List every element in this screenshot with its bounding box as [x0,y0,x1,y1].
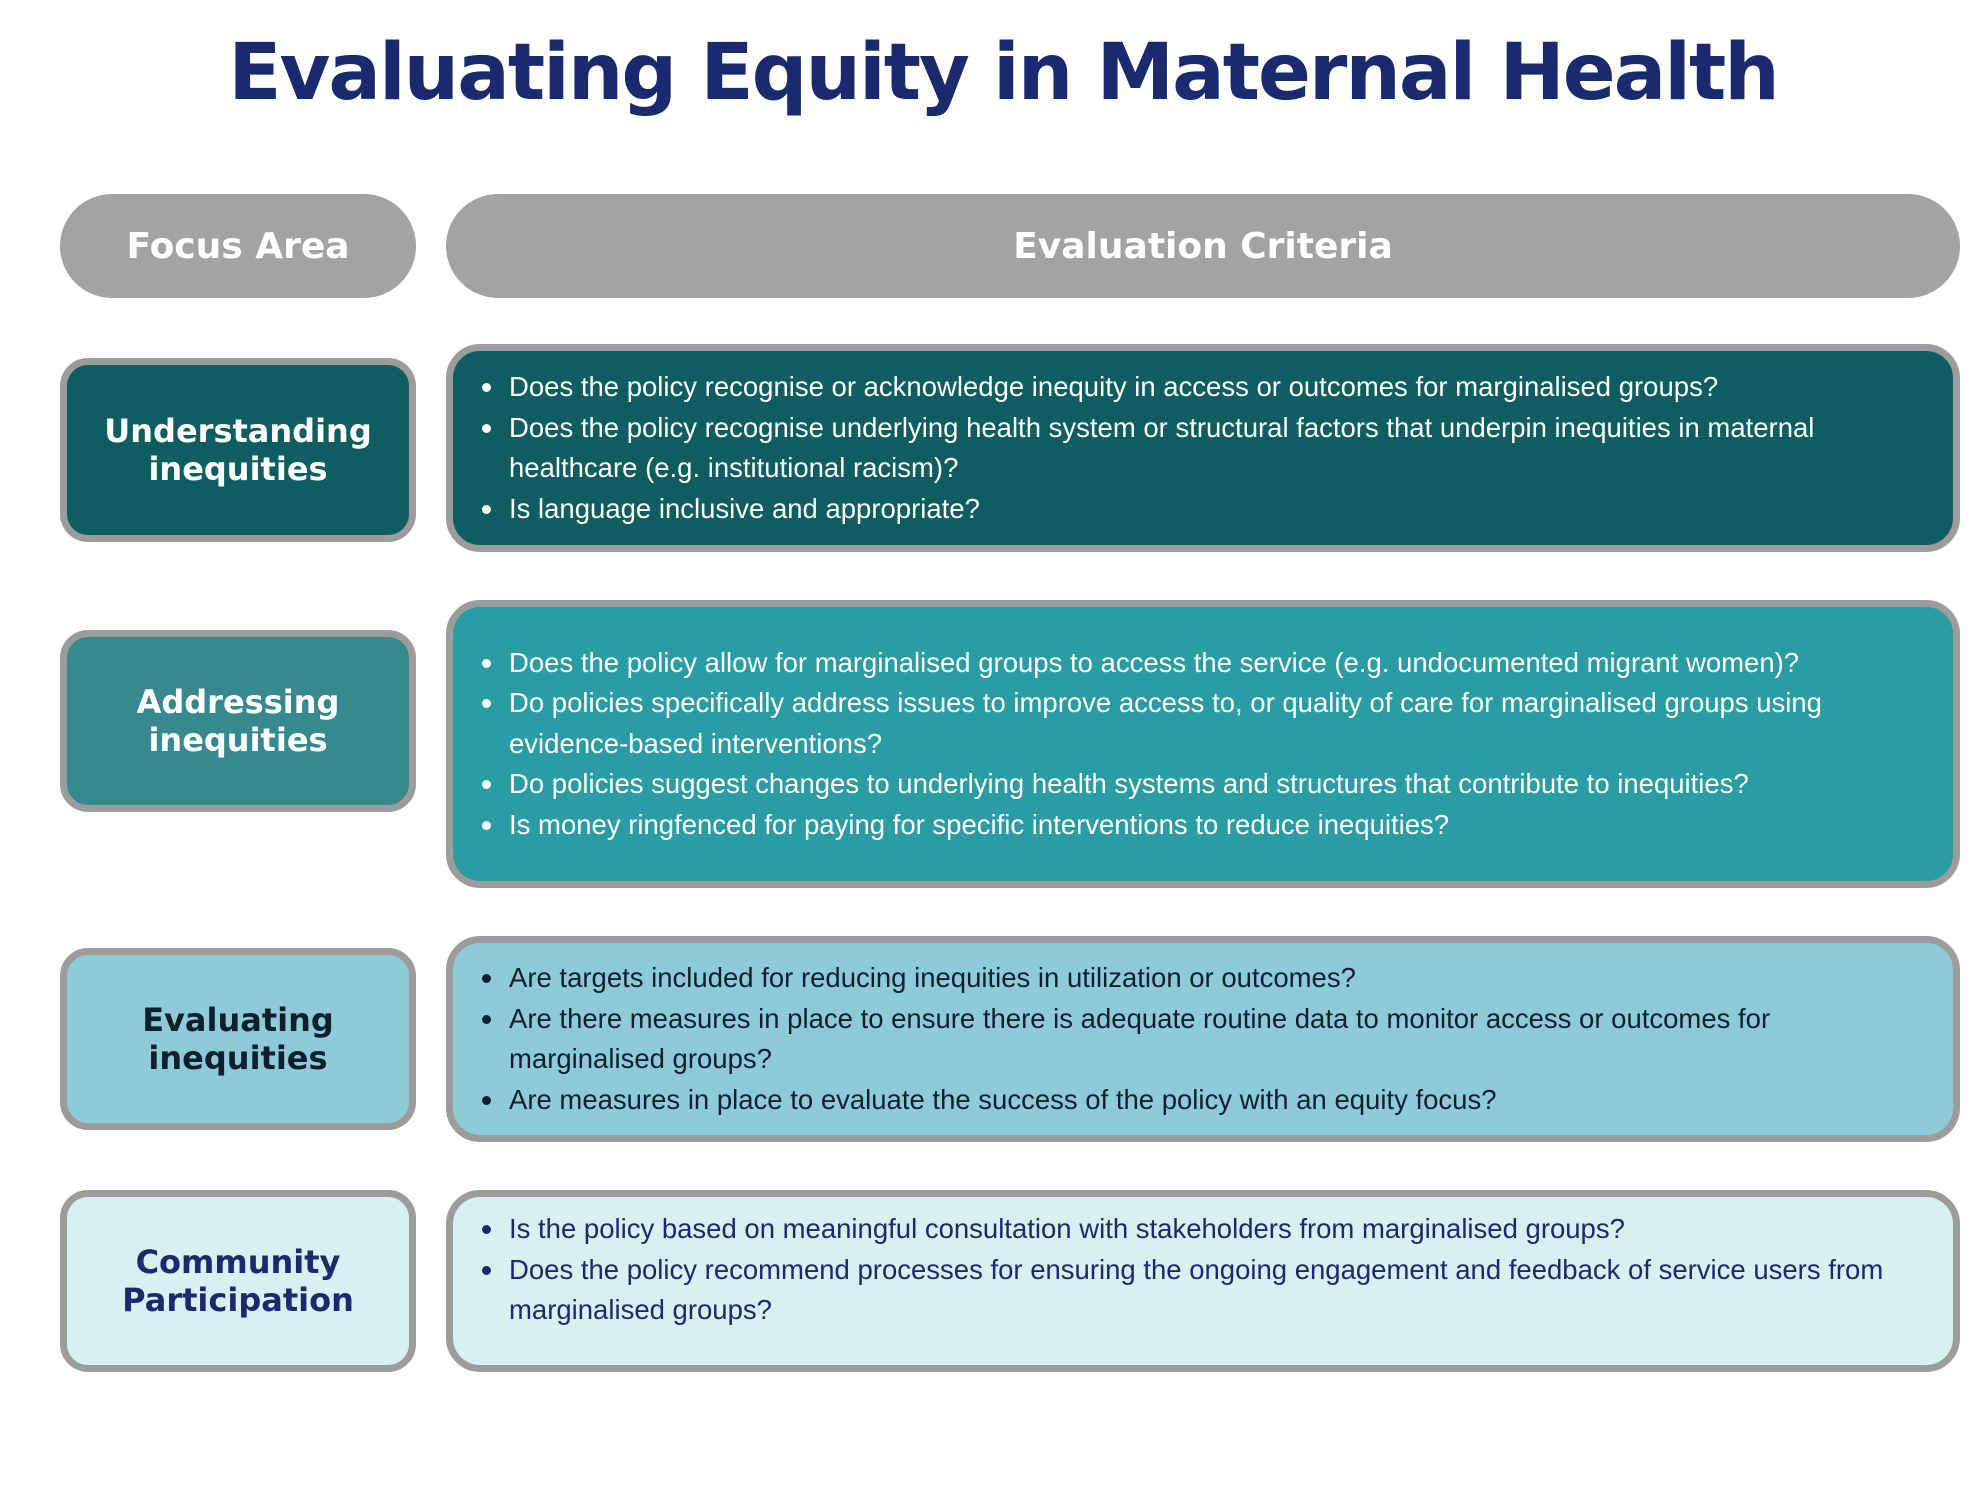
focus-area-header-label: Focus Area [126,225,350,267]
focus-area-label-line1: Understanding [104,412,372,450]
criteria-item: Are targets included for reducing inequities in utilization or outcomes? [509,958,1933,999]
criteria-item: Are measures in place to evaluate the success of the policy with an equity focus? [509,1080,1933,1121]
focus-area-label-line1: Community [135,1243,341,1281]
focus-area-header [60,194,416,298]
criteria-item: Does the policy recognise underlying health system or structural factors that underpin inequities in maternal healthcare (e.g. institutional racism)? [509,408,1933,489]
criteria-list [473,643,1933,846]
criteria-list [473,958,1933,1120]
criteria-item: Does the policy recommend processes for ensuring the ongoing engagement and feedback of service users from marginalised groups? [509,1250,1933,1331]
focus-area-label-line2: Participation [122,1281,354,1319]
criteria-item: Is language inclusive and appropriate? [509,489,1933,530]
criteria-item: Is money ringfenced for paying for specific interventions to reduce inequities? [509,805,1933,846]
criteria-item: Is the policy based on meaningful consultation with stakeholders from marginalised groups? [509,1209,1933,1250]
focus-area-label-line2: inequities [148,1039,328,1077]
criteria-list [473,367,1933,529]
criteria-item: Does the policy allow for marginalised groups to access the service (e.g. undocumented migrant women)? [509,643,1933,684]
criteria-item: Do policies specifically address issues to improve access to, or quality of care for marginalised groups using evidence-based interventions? [509,683,1933,764]
criteria-item: Do policies suggest changes to underlying health systems and structures that contribute to inequities? [509,764,1933,805]
criteria-item: Are there measures in place to ensure there is adequate routine data to monitor access or outcomes for marginalised groups? [509,999,1933,1080]
criteria-community-participation [446,1190,1960,1372]
page-title: Evaluating Equity in Maternal Health [228,28,1778,118]
evaluation-criteria-header [446,194,1960,298]
criteria-addressing-inequities [446,600,1960,888]
focus-area-label-line2: inequities [148,721,328,759]
focus-area-addressing-inequities [60,630,416,812]
focus-area-evaluating-inequities [60,948,416,1130]
focus-area-understanding-inequities [60,358,416,542]
focus-area-community-participation [60,1190,416,1372]
criteria-evaluating-inequities [446,936,1960,1142]
evaluation-criteria-header-label: Evaluation Criteria [1013,225,1393,267]
focus-area-label-line1: Addressing [136,683,340,721]
focus-area-label-line2: inequities [148,450,328,488]
criteria-item: Does the policy recognise or acknowledge inequity in access or outcomes for marginalised groups? [509,367,1933,408]
criteria-list [473,1209,1933,1331]
criteria-understanding-inequities [446,344,1960,552]
focus-area-label-line1: Evaluating [142,1001,334,1039]
